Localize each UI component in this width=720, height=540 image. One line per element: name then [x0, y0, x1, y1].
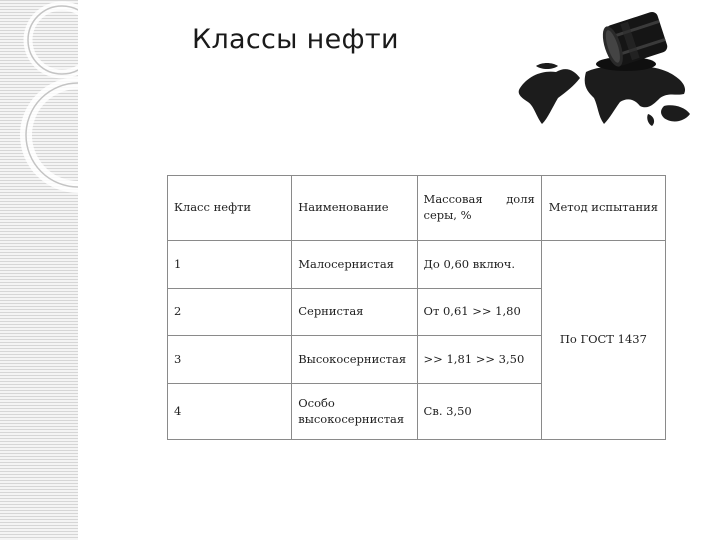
- cell-class: 1: [168, 241, 292, 289]
- page-title: Классы нефти: [192, 24, 399, 55]
- header-mass-part2: доля: [506, 192, 535, 207]
- cell-name: Сернистая: [292, 289, 417, 336]
- table-row: [168, 241, 666, 289]
- cell-class: 4: [168, 384, 292, 440]
- header-mass-line2: серы, %: [423, 208, 472, 222]
- oil-barrel-world-map-icon: [508, 6, 698, 132]
- decorative-circles: [0, 0, 78, 540]
- cell-class: 3: [168, 336, 292, 384]
- cell-sulfur: Св. 3,50: [417, 384, 541, 440]
- header-mass-part1: Массовая: [423, 192, 483, 207]
- header-method: Метод испытания: [541, 176, 665, 241]
- header-mass-fraction: [417, 176, 541, 241]
- cell-name-line1: Особо: [298, 395, 335, 410]
- cell-sulfur: >> 1,81 >> 3,50: [417, 336, 541, 384]
- cell-name: Высокосернистая: [292, 336, 417, 384]
- cell-method: По ГОСТ 1437: [541, 241, 665, 440]
- cell-name-line2: высокосернистая: [298, 411, 405, 426]
- oil-classes-table: [167, 175, 666, 440]
- cell-name: Малосернистая: [292, 241, 417, 289]
- decorative-stripe-band: [0, 0, 78, 540]
- cell-sulfur: До 0,60 включ.: [417, 241, 541, 289]
- header-class: Класс нефти: [168, 176, 292, 241]
- table-header-row: [168, 176, 666, 241]
- cell-sulfur: От 0,61 >> 1,80: [417, 289, 541, 336]
- cell-name: [292, 384, 417, 440]
- cell-class: 2: [168, 289, 292, 336]
- header-name: Наименование: [292, 176, 417, 241]
